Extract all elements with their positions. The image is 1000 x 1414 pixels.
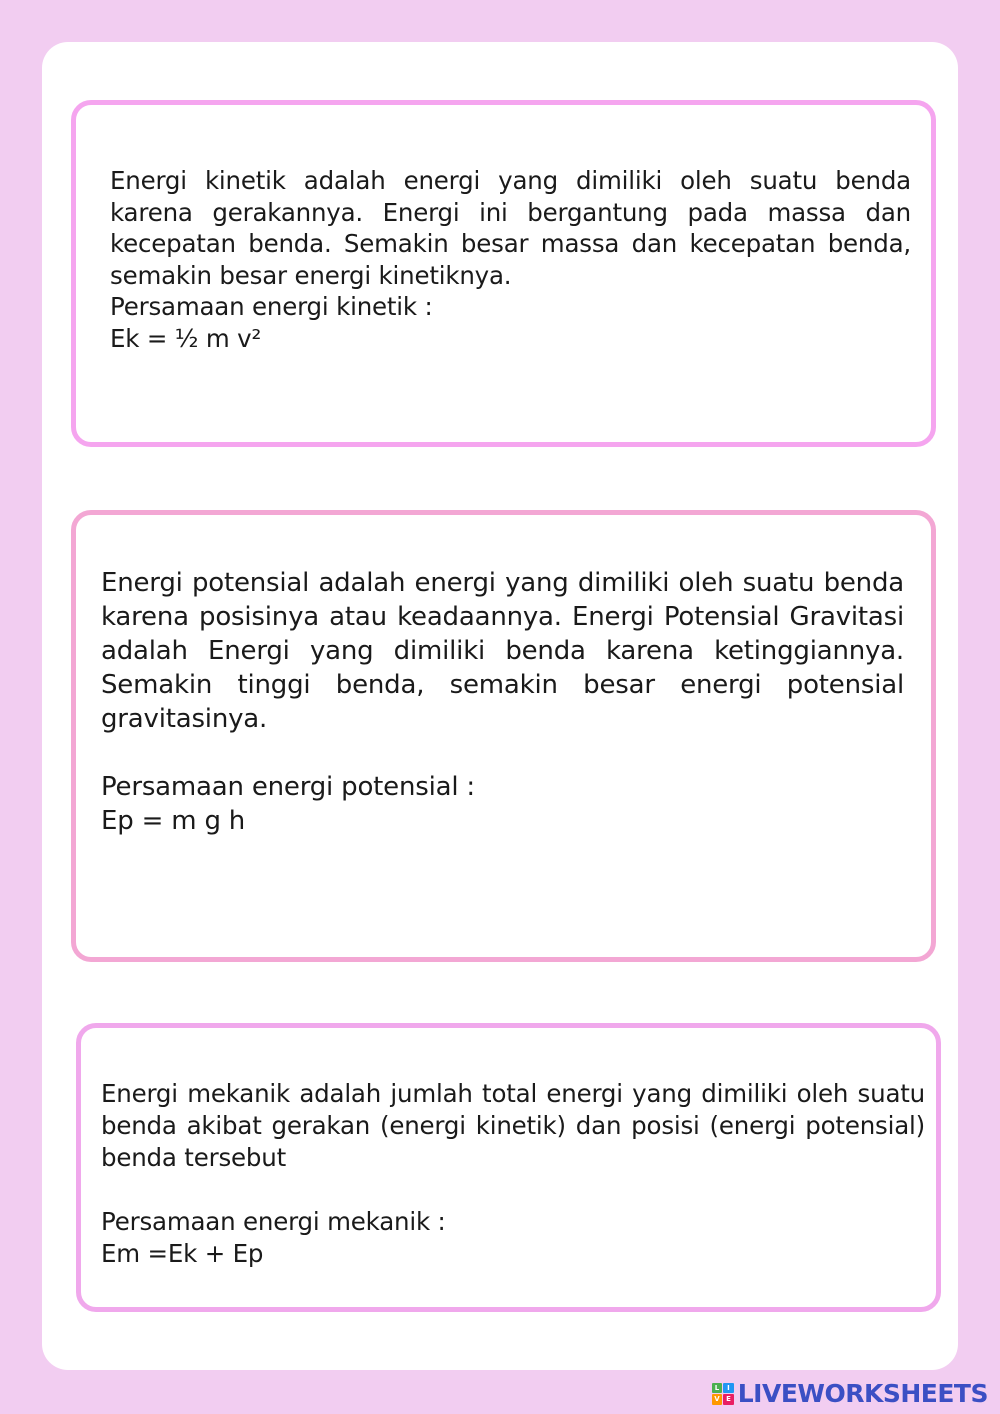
kinetic-energy-card: [71, 100, 936, 447]
liveworksheets-logo-icon: [712, 1383, 734, 1405]
kinetic-energy-equation-label: Persamaan energi kinetik :: [110, 292, 433, 321]
mechanical-energy-content: [101, 1078, 925, 1270]
brand-name: LIVEWORKSHEETS: [737, 1379, 988, 1408]
potential-energy-equation-label: Persamaan energi potensial :: [101, 772, 475, 802]
logo-letter: V: [712, 1394, 723, 1405]
spacer: [101, 1174, 925, 1206]
mechanical-energy-equation: Em =Ek + Ep: [101, 1239, 264, 1268]
liveworksheets-brand[interactable]: [712, 1379, 988, 1408]
kinetic-energy-equation: Ek = ½ m v²: [110, 323, 262, 353]
mechanical-energy-equation-label: Persamaan energi mekanik :: [101, 1207, 446, 1236]
logo-letter: E: [723, 1394, 734, 1405]
potential-energy-paragraph: Energi potensial adalah energi yang dimiliki oleh suatu benda karena posisinya atau keadaannya. Energi Potensial Gravitasi adalah Energi yang dimiliki benda karena ketinggiannya. Semakin tinggi benda, semakin besar energi potensial gravitasinya.: [101, 568, 904, 734]
kinetic-energy-content: [110, 165, 911, 354]
mechanical-energy-card: [76, 1023, 941, 1312]
mechanical-energy-paragraph: Energi mekanik adalah jumlah total energi yang dimiliki oleh suatu benda akibat gerakan (energi kinetik) dan posisi (energi potensial) benda tersebut: [101, 1079, 925, 1172]
potential-energy-card: [71, 510, 936, 962]
potential-energy-content: [101, 566, 904, 838]
logo-letter: L: [712, 1383, 723, 1394]
kinetic-energy-paragraph: Energi kinetik adalah energi yang dimiliki oleh suatu benda karena gerakannya. Energi ini bergantung pada massa dan kecepatan benda. Semakin besar massa dan kecepatan benda, semakin besar energi kinetiknya.: [110, 166, 911, 290]
logo-letter: I: [723, 1383, 734, 1394]
potential-energy-equation: Ep = m g h: [101, 806, 246, 836]
spacer: [101, 736, 904, 770]
